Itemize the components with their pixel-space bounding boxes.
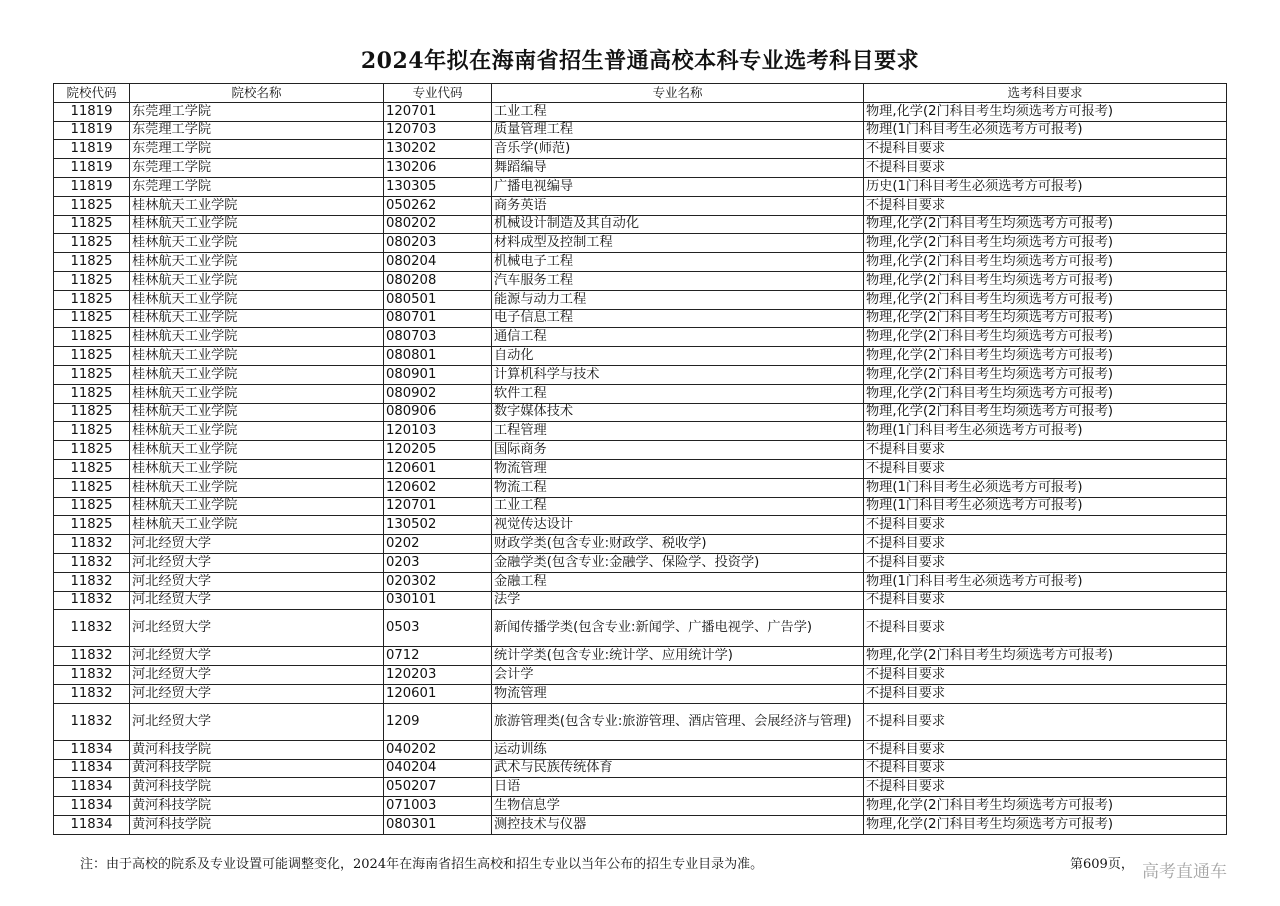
major-name-cell: 国际商务 [492,441,864,460]
subject-requirement-cell: 物理,化学(2门科目考生均须选考方可报考) [864,290,1227,309]
major-name-cell: 舞蹈编导 [492,159,864,178]
subject-requirement-cell: 物理,化学(2门科目考生均须选考方可报考) [864,328,1227,347]
table-row [54,703,1227,740]
school-name-cell: 桂林航天工业学院 [130,478,384,497]
major-name-cell: 金融学类(包含专业:金融学、保险学、投资学) [492,553,864,572]
school-name-cell: 河北经贸大学 [130,591,384,610]
school-name-cell: 河北经贸大学 [130,703,384,740]
school-name-cell: 黄河科技学院 [130,815,384,834]
major-code-cell: 080701 [384,309,492,328]
major-name-cell: 旅游管理类(包含专业:旅游管理、酒店管理、会展经济与管理) [492,703,864,740]
subject-requirement-cell: 不提科目要求 [864,740,1227,759]
school-name-cell: 河北经贸大学 [130,666,384,685]
school-name-cell: 桂林航天工业学院 [130,215,384,234]
table-row [54,478,1227,497]
school-name-cell: 河北经贸大学 [130,610,384,647]
table-row [54,215,1227,234]
school-name-cell: 桂林航天工业学院 [130,497,384,516]
school-name-cell: 河北经贸大学 [130,572,384,591]
subject-requirement-cell: 物理,化学(2门科目考生均须选考方可报考) [864,309,1227,328]
header-school-name: 院校名称 [130,84,384,103]
major-code-cell: 080902 [384,384,492,403]
school-name-cell: 桂林航天工业学院 [130,403,384,422]
major-code-cell: 130502 [384,516,492,535]
major-name-cell: 物流工程 [492,478,864,497]
school-name-cell: 桂林航天工业学院 [130,328,384,347]
major-code-cell: 071003 [384,797,492,816]
major-name-cell: 自动化 [492,347,864,366]
table-row [54,740,1227,759]
school-name-cell: 黄河科技学院 [130,740,384,759]
school-code-cell: 11825 [54,309,130,328]
major-name-cell: 武术与民族传统体育 [492,759,864,778]
major-code-cell: 120701 [384,102,492,121]
school-code-cell: 11825 [54,403,130,422]
major-name-cell: 测控技术与仪器 [492,815,864,834]
subject-requirement-cell: 不提科目要求 [864,535,1227,554]
table-row [54,422,1227,441]
school-code-cell: 11819 [54,121,130,140]
school-code-cell: 11825 [54,478,130,497]
table-row [54,309,1227,328]
school-name-cell: 桂林航天工业学院 [130,422,384,441]
school-name-cell: 黄河科技学院 [130,797,384,816]
subject-requirement-cell: 物理,化学(2门科目考生均须选考方可报考) [864,365,1227,384]
major-name-cell: 能源与动力工程 [492,290,864,309]
school-code-cell: 11819 [54,140,130,159]
school-code-cell: 11832 [54,703,130,740]
school-name-cell: 桂林航天工业学院 [130,384,384,403]
school-name-cell: 桂林航天工业学院 [130,347,384,366]
table-row [54,591,1227,610]
subject-requirement-cell: 不提科目要求 [864,666,1227,685]
table-row [54,328,1227,347]
major-code-cell: 040204 [384,759,492,778]
school-name-cell: 桂林航天工业学院 [130,271,384,290]
major-code-cell: 120601 [384,684,492,703]
major-name-cell: 物流管理 [492,684,864,703]
subject-requirement-cell: 物理,化学(2门科目考生均须选考方可报考) [864,815,1227,834]
subject-requirement-cell: 不提科目要求 [864,684,1227,703]
header-school-code: 院校代码 [54,84,130,103]
school-code-cell: 11832 [54,666,130,685]
major-name-cell: 运动训练 [492,740,864,759]
major-code-cell: 050207 [384,778,492,797]
school-name-cell: 东莞理工学院 [130,140,384,159]
school-code-cell: 11825 [54,253,130,272]
subject-requirements-table [53,83,1227,835]
table-row [54,778,1227,797]
subject-requirement-cell: 不提科目要求 [864,610,1227,647]
major-code-cell: 080202 [384,215,492,234]
school-name-cell: 河北经贸大学 [130,553,384,572]
major-name-cell: 工业工程 [492,102,864,121]
table-row [54,553,1227,572]
major-code-cell: 030101 [384,591,492,610]
major-code-cell: 020302 [384,572,492,591]
school-name-cell: 东莞理工学院 [130,121,384,140]
subject-requirement-cell: 不提科目要求 [864,759,1227,778]
major-name-cell: 音乐学(师范) [492,140,864,159]
major-code-cell: 050262 [384,196,492,215]
header-major-code: 专业代码 [384,84,492,103]
table-row [54,290,1227,309]
major-code-cell: 120601 [384,459,492,478]
table-row [54,610,1227,647]
table-row [54,347,1227,366]
major-name-cell: 会计学 [492,666,864,685]
watermark: 高考直通车 [1142,862,1227,882]
school-name-cell: 桂林航天工业学院 [130,441,384,460]
major-code-cell: 080208 [384,271,492,290]
major-code-cell: 120703 [384,121,492,140]
major-code-cell: 080703 [384,328,492,347]
table-body [54,102,1227,834]
school-name-cell: 桂林航天工业学院 [130,234,384,253]
header-subject-requirement: 选考科目要求 [864,84,1227,103]
major-name-cell: 统计学类(包含专业:统计学、应用统计学) [492,647,864,666]
school-name-cell: 河北经贸大学 [130,647,384,666]
table-row [54,159,1227,178]
table-row [54,666,1227,685]
school-code-cell: 11834 [54,740,130,759]
table-row [54,271,1227,290]
subject-requirement-cell: 不提科目要求 [864,140,1227,159]
subject-requirement-cell: 不提科目要求 [864,778,1227,797]
school-code-cell: 11825 [54,422,130,441]
school-name-cell: 桂林航天工业学院 [130,253,384,272]
subject-requirement-cell: 物理(1门科目考生必须选考方可报考) [864,572,1227,591]
major-code-cell: 080204 [384,253,492,272]
major-code-cell: 0203 [384,553,492,572]
school-name-cell: 黄河科技学院 [130,778,384,797]
subject-requirement-cell: 不提科目要求 [864,703,1227,740]
school-name-cell: 桂林航天工业学院 [130,290,384,309]
subject-requirement-cell: 物理,化学(2门科目考生均须选考方可报考) [864,234,1227,253]
subject-requirement-cell: 物理(1门科目考生必须选考方可报考) [864,478,1227,497]
school-name-cell: 桂林航天工业学院 [130,309,384,328]
major-code-cell: 080203 [384,234,492,253]
school-code-cell: 11825 [54,271,130,290]
header-major-name: 专业名称 [492,84,864,103]
subject-requirement-cell: 不提科目要求 [864,159,1227,178]
subject-requirement-cell: 物理(1门科目考生必须选考方可报考) [864,121,1227,140]
school-name-cell: 东莞理工学院 [130,102,384,121]
major-name-cell: 法学 [492,591,864,610]
table-row [54,234,1227,253]
school-code-cell: 11832 [54,647,130,666]
table-row [54,797,1227,816]
subject-requirement-cell: 物理(1门科目考生必须选考方可报考) [864,422,1227,441]
major-name-cell: 汽车服务工程 [492,271,864,290]
major-code-cell: 120103 [384,422,492,441]
subject-requirement-cell: 不提科目要求 [864,441,1227,460]
major-name-cell: 工业工程 [492,497,864,516]
major-code-cell: 120701 [384,497,492,516]
school-code-cell: 11819 [54,159,130,178]
school-code-cell: 11825 [54,328,130,347]
school-code-cell: 11832 [54,610,130,647]
major-code-cell: 080301 [384,815,492,834]
major-name-cell: 新闻传播学类(包含专业:新闻学、广播电视学、广告学) [492,610,864,647]
subject-requirement-cell: 不提科目要求 [864,516,1227,535]
table-row [54,253,1227,272]
major-name-cell: 电子信息工程 [492,309,864,328]
major-name-cell: 物流管理 [492,459,864,478]
major-name-cell: 金融工程 [492,572,864,591]
subject-requirement-cell: 物理(1门科目考生必须选考方可报考) [864,497,1227,516]
school-name-cell: 河北经贸大学 [130,684,384,703]
major-name-cell: 机械设计制造及其自动化 [492,215,864,234]
major-name-cell: 广播电视编导 [492,177,864,196]
school-code-cell: 11825 [54,441,130,460]
subject-requirement-cell: 物理,化学(2门科目考生均须选考方可报考) [864,347,1227,366]
subject-requirement-cell: 物理,化学(2门科目考生均须选考方可报考) [864,647,1227,666]
school-code-cell: 11819 [54,102,130,121]
table-row [54,516,1227,535]
school-code-cell: 11825 [54,196,130,215]
major-name-cell: 日语 [492,778,864,797]
school-code-cell: 11832 [54,553,130,572]
table-row [54,759,1227,778]
school-code-cell: 11825 [54,384,130,403]
table-row [54,140,1227,159]
school-name-cell: 桂林航天工业学院 [130,196,384,215]
major-code-cell: 0202 [384,535,492,554]
subject-requirement-cell: 不提科目要求 [864,459,1227,478]
major-name-cell: 机械电子工程 [492,253,864,272]
major-code-cell: 0503 [384,610,492,647]
subject-requirement-cell: 物理,化学(2门科目考生均须选考方可报考) [864,384,1227,403]
table-row [54,647,1227,666]
major-name-cell: 数字媒体技术 [492,403,864,422]
subject-requirement-cell: 历史(1门科目考生必须选考方可报考) [864,177,1227,196]
major-code-cell: 0712 [384,647,492,666]
major-name-cell: 计算机科学与技术 [492,365,864,384]
school-code-cell: 11832 [54,591,130,610]
major-code-cell: 120203 [384,666,492,685]
major-name-cell: 商务英语 [492,196,864,215]
table-row [54,815,1227,834]
school-name-cell: 黄河科技学院 [130,759,384,778]
school-code-cell: 11825 [54,215,130,234]
major-name-cell: 通信工程 [492,328,864,347]
table-row [54,384,1227,403]
school-code-cell: 11834 [54,815,130,834]
subject-requirement-cell: 物理,化学(2门科目考生均须选考方可报考) [864,253,1227,272]
school-code-cell: 11825 [54,347,130,366]
major-code-cell: 130202 [384,140,492,159]
table-row [54,684,1227,703]
major-name-cell: 材料成型及控制工程 [492,234,864,253]
table-row [54,572,1227,591]
major-name-cell: 生物信息学 [492,797,864,816]
school-code-cell: 11834 [54,797,130,816]
school-code-cell: 11832 [54,684,130,703]
major-code-cell: 080901 [384,365,492,384]
page-number: 第609页， [1070,857,1134,872]
subject-requirement-cell: 不提科目要求 [864,196,1227,215]
major-code-cell: 080501 [384,290,492,309]
major-name-cell: 视觉传达设计 [492,516,864,535]
school-code-cell: 11832 [54,572,130,591]
major-code-cell: 130305 [384,177,492,196]
table-row [54,365,1227,384]
school-code-cell: 11819 [54,177,130,196]
table-row [54,121,1227,140]
subject-requirement-cell: 物理,化学(2门科目考生均须选考方可报考) [864,215,1227,234]
school-code-cell: 11825 [54,365,130,384]
school-code-cell: 11825 [54,234,130,253]
school-code-cell: 11825 [54,290,130,309]
subject-requirement-cell: 物理,化学(2门科目考生均须选考方可报考) [864,271,1227,290]
major-code-cell: 120602 [384,478,492,497]
school-code-cell: 11834 [54,759,130,778]
major-name-cell: 软件工程 [492,384,864,403]
subject-requirement-cell: 物理,化学(2门科目考生均须选考方可报考) [864,403,1227,422]
major-code-cell: 040202 [384,740,492,759]
table-row [54,459,1227,478]
major-code-cell: 130206 [384,159,492,178]
table-row [54,403,1227,422]
table-row [54,535,1227,554]
school-code-cell: 11834 [54,778,130,797]
major-name-cell: 财政学类(包含专业:财政学、税收学) [492,535,864,554]
subject-requirement-cell: 不提科目要求 [864,591,1227,610]
subject-requirement-cell: 物理,化学(2门科目考生均须选考方可报考) [864,797,1227,816]
school-code-cell: 11825 [54,516,130,535]
major-name-cell: 质量管理工程 [492,121,864,140]
table-row [54,497,1227,516]
school-name-cell: 桂林航天工业学院 [130,365,384,384]
major-code-cell: 080906 [384,403,492,422]
table-row [54,441,1227,460]
table-header-row [54,84,1227,103]
table-row [54,177,1227,196]
school-name-cell: 河北经贸大学 [130,535,384,554]
major-name-cell: 工程管理 [492,422,864,441]
table-row [54,196,1227,215]
subject-requirement-cell: 物理,化学(2门科目考生均须选考方可报考) [864,102,1227,121]
school-code-cell: 11825 [54,459,130,478]
major-code-cell: 080801 [384,347,492,366]
major-code-cell: 1209 [384,703,492,740]
school-code-cell: 11832 [54,535,130,554]
school-code-cell: 11825 [54,497,130,516]
major-code-cell: 120205 [384,441,492,460]
school-name-cell: 桂林航天工业学院 [130,516,384,535]
school-name-cell: 桂林航天工业学院 [130,459,384,478]
subject-requirement-cell: 不提科目要求 [864,553,1227,572]
page-title: 2024年拟在海南省招生普通高校本科专业选考科目要求 [360,48,920,74]
school-name-cell: 东莞理工学院 [130,159,384,178]
footnote: 注：由于高校的院系及专业设置可能调整变化，2024年在海南省招生高校和招生专业以当年公布的招生专业目录为准。 [80,857,764,872]
table-row [54,102,1227,121]
school-name-cell: 东莞理工学院 [130,177,384,196]
